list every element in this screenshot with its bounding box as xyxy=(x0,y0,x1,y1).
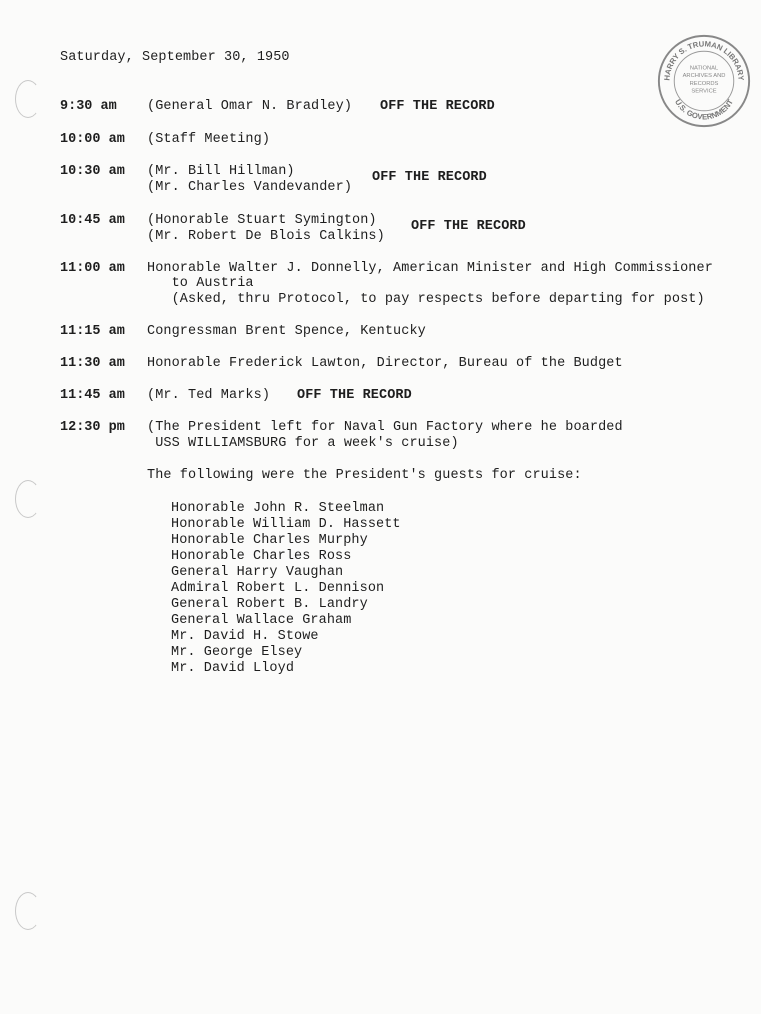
binder-hole-bottom xyxy=(15,892,41,930)
entry-line: (Staff Meeting) xyxy=(147,132,271,147)
off-the-record-note: OFF THE RECORD xyxy=(380,99,495,114)
guest-name: Honorable Charles Ross xyxy=(171,549,352,564)
binder-hole-middle xyxy=(15,480,41,518)
entry-line: Honorable Walter J. Donnelly, American Minister and High Commissioner xyxy=(147,261,713,276)
off-the-record-note: OFF THE RECORD xyxy=(372,170,487,185)
entry-line: Honorable Frederick Lawton, Director, Bureau of the Budget xyxy=(147,356,623,371)
guests-intro: The following were the President's guests for cruise: xyxy=(147,468,582,483)
off-the-record-note: OFF THE RECORD xyxy=(297,388,412,403)
entry-line: (Honorable Stuart Symington) xyxy=(147,213,377,228)
entry-time: 10:45 am xyxy=(60,213,125,228)
binder-hole-top xyxy=(15,80,41,118)
guest-name: General Harry Vaughan xyxy=(171,565,344,580)
guest-name: Mr. David Lloyd xyxy=(171,661,295,676)
guest-name: General Wallace Graham xyxy=(171,613,352,628)
entry-line: (Mr. Charles Vandevander) xyxy=(147,180,353,195)
entry-line: (General Omar N. Bradley) xyxy=(147,99,353,114)
guest-name: Honorable Charles Murphy xyxy=(171,533,368,548)
guest-name: General Robert B. Landry xyxy=(171,597,368,612)
entry-line: (Mr. Bill Hillman) xyxy=(147,164,295,179)
entry-time: 11:45 am xyxy=(60,388,125,403)
entry-time: 10:30 am xyxy=(60,164,125,179)
stamp-inner-line: NATIONAL xyxy=(689,65,719,72)
guest-name: Mr. David H. Stowe xyxy=(171,629,319,644)
guest-name: Mr. George Elsey xyxy=(171,645,303,660)
stamp-bottom-text: U.S. GOVERNMENT xyxy=(672,97,735,122)
entry-line: to Austria xyxy=(147,276,254,291)
stamp-inner-line: SERVICE xyxy=(691,88,717,95)
stamp-top-text: HARRY S. TRUMAN LIBRARY xyxy=(662,39,746,81)
guest-name: Honorable John R. Steelman xyxy=(171,501,385,516)
off-the-record-note: OFF THE RECORD xyxy=(411,219,526,234)
stamp-inner-line: RECORDS xyxy=(689,80,719,87)
entry-line: (Mr. Ted Marks) xyxy=(147,388,271,403)
entry-line: (Asked, thru Protocol, to pay respects before departing for post) xyxy=(147,292,705,307)
entry-line: Congressman Brent Spence, Kentucky xyxy=(147,324,426,339)
stamp-inner-line: ARCHIVES AND xyxy=(682,73,726,80)
entry-line: (The President left for Naval Gun Factory where he boarded xyxy=(147,420,623,435)
entry-line: USS WILLIAMSBURG for a week's cruise) xyxy=(147,436,459,451)
entry-line: (Mr. Robert De Blois Calkins) xyxy=(147,229,385,244)
archive-stamp xyxy=(656,33,752,129)
guest-name: Admiral Robert L. Dennison xyxy=(171,581,385,596)
guest-name: Honorable William D. Hassett xyxy=(171,517,401,532)
entry-time: 10:00 am xyxy=(60,132,125,147)
entry-time: 12:30 pm xyxy=(60,420,125,435)
svg-text:U.S. GOVERNMENT xyxy=(673,98,735,122)
entry-time: 11:15 am xyxy=(60,324,125,339)
entry-time: 11:30 am xyxy=(60,356,125,371)
entry-time: 9:30 am xyxy=(60,99,117,114)
page-date-heading: Saturday, September 30, 1950 xyxy=(60,50,290,65)
entry-time: 11:00 am xyxy=(60,261,125,276)
